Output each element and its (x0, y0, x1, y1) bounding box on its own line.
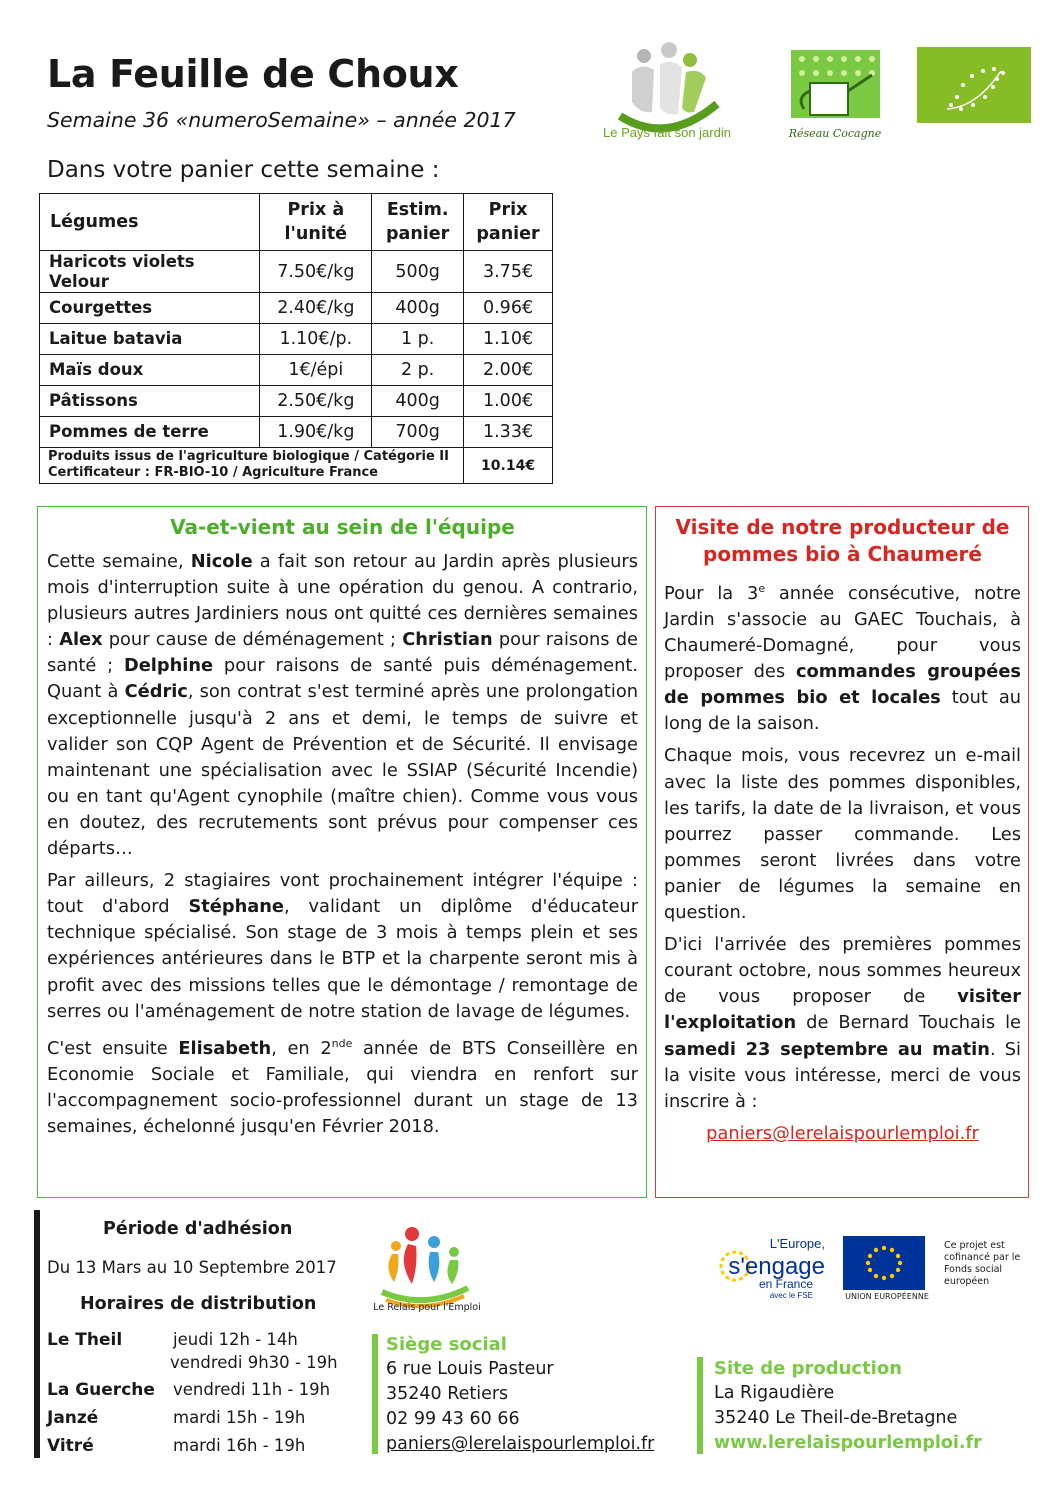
basket-heading: Dans votre panier cette semaine : (47, 157, 440, 183)
europe-sengage-logo (705, 1236, 827, 1302)
europe-line-2: s'engage (728, 1253, 825, 1280)
vegetable-name: Pommes de terre (40, 417, 260, 448)
schedule-place: La Guerche (47, 1380, 155, 1400)
table-row (40, 293, 553, 324)
apple-visit-email[interactable]: paniers@lerelaispourlemploi.fr (706, 1122, 979, 1144)
estimated-quantity: 400g (372, 386, 464, 417)
apple-visit-title: Visite de notre producteur de pommes bio à Chaumeré (675, 515, 1010, 566)
apple-visit-box (655, 506, 1029, 1198)
site-green-bar (697, 1357, 703, 1454)
pays-logo-text: Le Pays fait son jardin (603, 125, 731, 140)
site-place: La Rigaudière (714, 1383, 835, 1403)
table-row (40, 355, 553, 386)
website-link[interactable]: www.lerelaispourlemploi.fr (714, 1433, 982, 1453)
estimated-quantity: 1 p. (372, 324, 464, 355)
estimated-quantity: 700g (372, 417, 464, 448)
footer-left-bar (34, 1210, 40, 1458)
schedule-times: vendredi 11h - 19h (173, 1380, 331, 1399)
unit-price: 7.50€/kg (260, 251, 372, 293)
reseau-logo-text: Réseau Cocagne (788, 127, 882, 140)
basket-price: 2.00€ (464, 355, 553, 386)
apple-visit-paragraph-1: Pour la 3e année consécutive, notre Jardin s'associe au GAEC Touchais, à Chaumeré-Domagné, pour vous proposer des commandes groupées de pommes bio et locales tout au long de la saison. (664, 582, 1022, 735)
fse-cofinancing-note: Ce projet est cofinancé par le Fonds social européen (944, 1240, 1021, 1287)
schedule-place: Le Theil (47, 1330, 123, 1350)
vegetable-name: Pâtissons (40, 386, 260, 417)
certification-line-2: Certificateur : FR-BIO-10 / Agriculture France (48, 465, 378, 480)
apple-visit-paragraph-3: D'ici l'arrivée des premières pommes courant octobre, nous sommes heureux de vous proposer de visiter l'exploitation de Bernard Touchais le samedi 23 septembre au matin. Si la visite vous intéresse, merci de vous inscrire à : (664, 934, 1021, 1112)
horaires-title: Horaires de distribution (80, 1294, 317, 1314)
estimated-quantity: 500g (372, 251, 464, 293)
header-prix-panier: Prix panier (464, 194, 553, 251)
adhesion-title: Période d'adhésion (103, 1219, 293, 1239)
team-news-paragraph-1: Cette semaine, Nicole a fait son retour au Jardin après plusieurs mois d'interruption suite à une opération du genou. A contrario, plusieurs autres Jardiniers nous ont quitté ces dernières semaines : Alex pour cause de déménagement ; Christian pour raisons de santé ; Delphine pour raisons de santé puis déménagement. Quant à Cédric, son contrat s'est terminé après une prolongation exceptionnelle jusqu'à 2 ans et demi, le temps de suivre et valider son CQP Agent de Prévention et de Sécurité. Il envisage maintenant une spécialisation avec le SSIAP (Sécurité Incendie) ou en tant qu'Agent cynophile (maître chien). Comme vous vous en doutez, des recrutements sont prévus pour compenser ces départs… (47, 551, 639, 860)
basket-price: 1.00€ (464, 386, 553, 417)
vegetable-name: Haricots violets Velour (40, 251, 260, 293)
ue-caption: UNION EUROPÉENNE (845, 1292, 929, 1301)
basket-price: 3.75€ (464, 251, 553, 293)
schedule-place: Janzé (47, 1408, 99, 1428)
siege-address (386, 1357, 654, 1457)
page-subtitle: Semaine 36 «numeroSemaine» – année 2017 (47, 108, 516, 132)
vegetable-name: Courgettes (40, 293, 260, 324)
team-news-box (37, 506, 647, 1198)
unit-price: 2.40€/kg (260, 293, 372, 324)
schedule-place: Vitré (47, 1436, 94, 1456)
siege-phone: 02 99 43 60 66 (386, 1409, 520, 1429)
basket-total: 10.14€ (464, 448, 553, 484)
site-title: Site de production (714, 1358, 903, 1379)
europe-line-1: L'Europe, (769, 1236, 825, 1251)
siege-title: Siège social (386, 1334, 507, 1355)
table-row (40, 417, 553, 448)
header-prix-unite: Prix à l'unité (260, 194, 372, 251)
table-footer-row (40, 448, 553, 484)
vegetable-name: Laitue batavia (40, 324, 260, 355)
siege-green-bar (372, 1334, 378, 1454)
schedule-times: mardi 16h - 19h (173, 1436, 306, 1455)
estimated-quantity: 2 p. (372, 355, 464, 386)
relais-pour-emploi-logo (372, 1222, 477, 1312)
vegetables-table (39, 193, 553, 484)
certification-note (40, 448, 464, 484)
site-city: 35240 Le Theil-de-Bretagne (714, 1408, 958, 1428)
relais-logo-text: Le Relais pour l'Emploi (373, 1302, 481, 1313)
header-legumes: Légumes (40, 194, 260, 251)
header-estim-panier: Estim. panier (372, 194, 464, 251)
unit-price: 2.50€/kg (260, 386, 372, 417)
site-address (714, 1381, 982, 1456)
europe-line-3: en France (758, 1277, 813, 1291)
reseau-cocagne-logo (788, 47, 883, 144)
unit-price: 1.10€/p. (260, 324, 372, 355)
siege-email-link[interactable]: paniers@lerelaispourlemploi.fr (386, 1434, 655, 1454)
schedule-times: mardi 15h - 19h (173, 1408, 306, 1427)
unit-price: 1.90€/kg (260, 417, 372, 448)
schedule-times: vendredi 9h30 - 19h (170, 1353, 338, 1372)
unit-price: 1€/épi (260, 355, 372, 386)
certification-line-1: Produits issus de l'agriculture biologique / Catégorie II (48, 449, 449, 464)
apple-visit-paragraph-2: Chaque mois, vous recevrez un e-mail avec la liste des pommes disponibles, les tarifs, la date de la livraison, et vous pourrez passer commande. Les pommes seront livrées dans votre panier de légumes la semaine en question. (664, 745, 1021, 924)
eu-organic-leaf-logo (917, 47, 1031, 123)
table-row (40, 324, 553, 355)
team-news-paragraph-3: C'est ensuite Elisabeth, en 2nde année de BTS Conseillère en Economie Sociale et Familiale, qui viendra en renfort sur l'accompagnement socio-professionnel durant un stage de 13 semaines, échelonné jusqu'en Février 2018. (47, 1036, 638, 1137)
basket-price: 1.33€ (464, 417, 553, 448)
schedule-times: jeudi 12h - 14h (173, 1330, 298, 1349)
table-row (40, 386, 553, 417)
adhesion-dates: Du 13 Mars au 10 Septembre 2017 (47, 1258, 337, 1277)
estimated-quantity: 400g (372, 293, 464, 324)
europe-line-4: avec le FSE (769, 1291, 813, 1300)
vegetable-name: Maïs doux (40, 355, 260, 386)
team-news-paragraph-2: Par ailleurs, 2 stagiaires vont prochainement intégrer l'équipe : tout d'abord Stéphane, validant un diplôme d'éducateur technique spécialisé. Son stage de 3 mois à temps plein et ses expériences antérieures dans le BTP et la charpente seront mis à profit avec des missions telles que le démontage / remontage de serres ou l'aménagement de notre station de lavage de légumes. (47, 870, 638, 1022)
page-title: La Feuille de Choux (47, 52, 459, 96)
table-row (40, 251, 553, 293)
team-news-title: Va-et-vient au sein de l'équipe (170, 515, 515, 539)
basket-price: 0.96€ (464, 293, 553, 324)
basket-price: 1.10€ (464, 324, 553, 355)
siege-street: 6 rue Louis Pasteur (386, 1359, 554, 1379)
siege-city: 35240 Retiers (386, 1384, 509, 1404)
